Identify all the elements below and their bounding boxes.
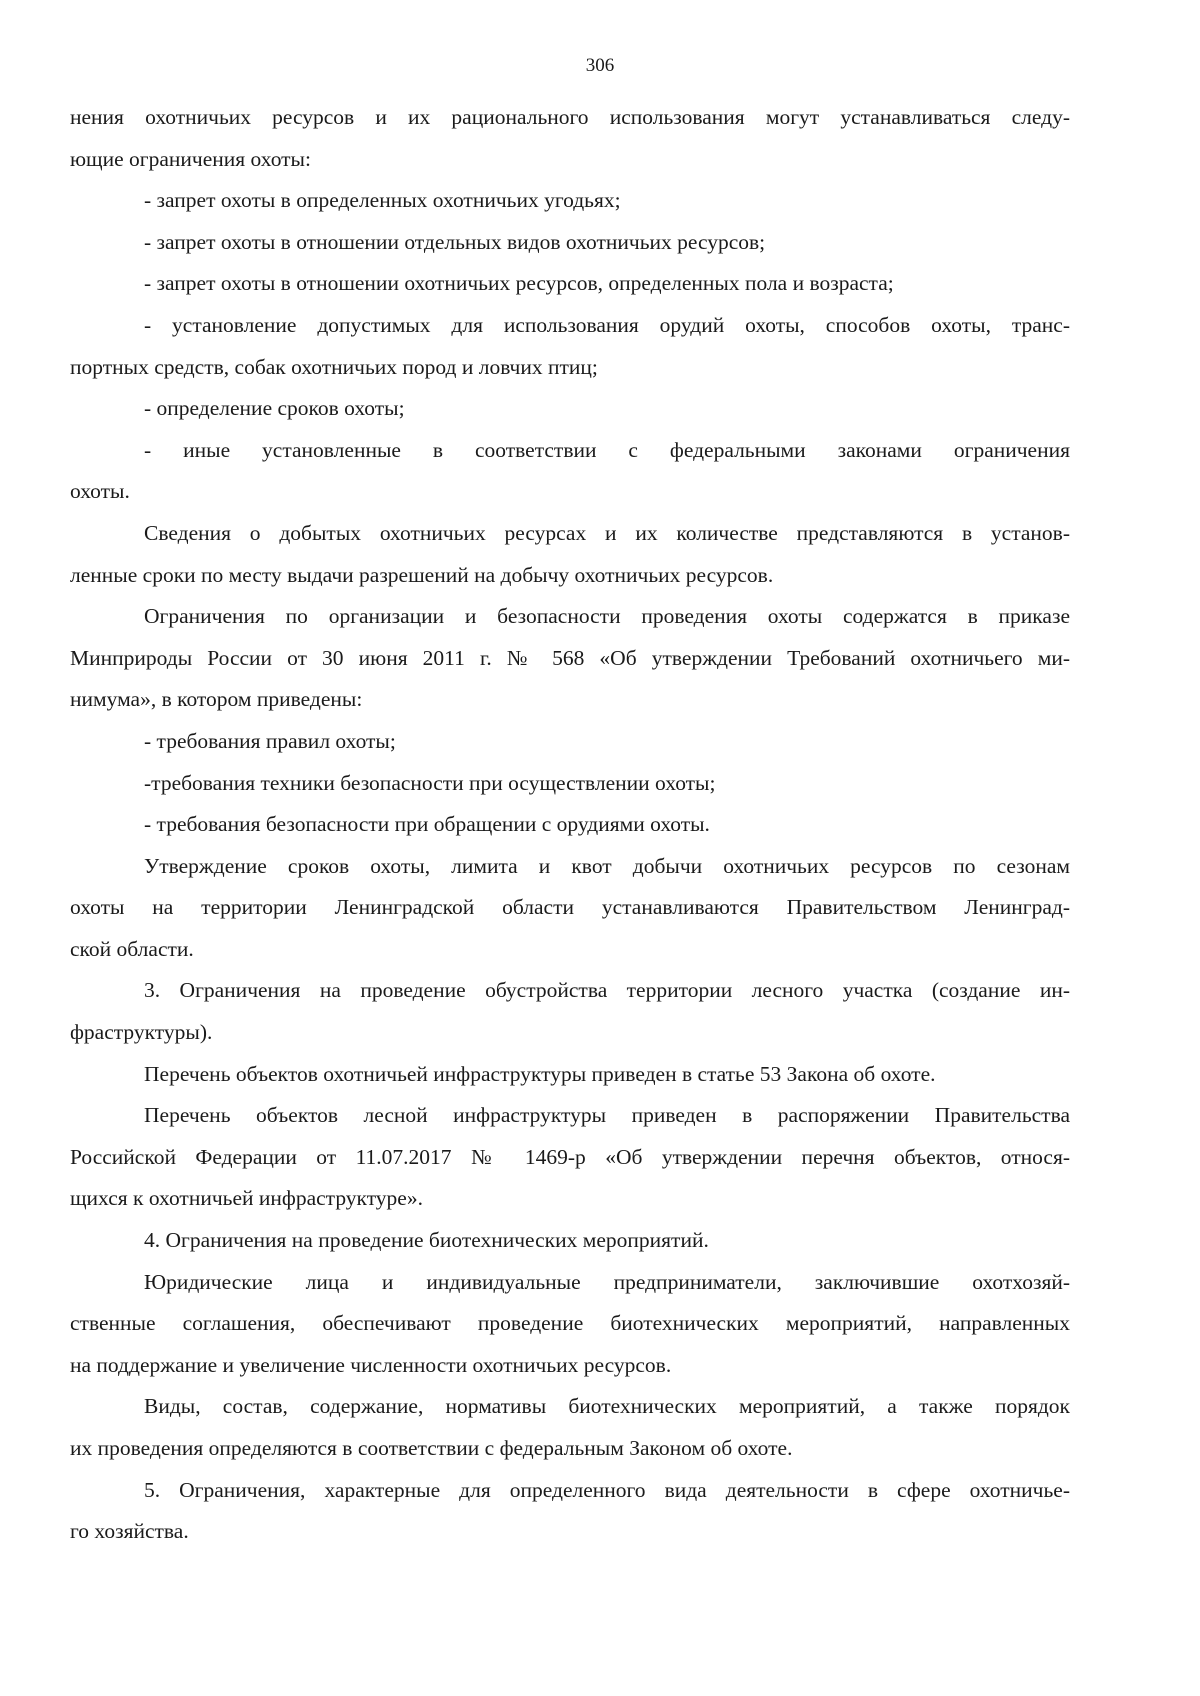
text-line: - запрет охоты в определенных охотничьих угодьях;: [144, 188, 621, 213]
text-line: - определение сроков охоты;: [144, 396, 405, 421]
text-line: Ограничения по организации и безопасности проведения охоты содержатся в приказе: [144, 604, 1070, 629]
text-line: Российской Федерации от 11.07.2017 № 1469-р «Об утверждении перечня объектов, относя-: [70, 1144, 1070, 1169]
text-line: ской области.: [70, 936, 194, 961]
text-line: - установление допустимых для использования орудий охоты, способов охоты, транс-: [144, 312, 1070, 337]
document-body: [70, 97, 1070, 1553]
text-line: Перечень объектов лесной инфраструктуры приведен в распоряжении Правительства: [144, 1103, 1070, 1128]
text-line: Виды, состав, содержание, нормативы биотехнических мероприятий, а также порядок: [144, 1394, 1070, 1419]
text-line: -требования техники безопасности при осуществлении охоты;: [144, 770, 716, 795]
text-line: нимума», в котором приведены:: [70, 687, 363, 712]
text-line: Юридические лица и индивидуальные предприниматели, заключившие охотхозяй-: [144, 1269, 1070, 1294]
text-line: 5. Ограничения, характерные для определенного вида деятельности в сфере охотничье-: [144, 1477, 1070, 1502]
text-line: фраструктуры).: [70, 1020, 213, 1045]
page-number: 306: [585, 55, 615, 76]
text-line: - запрет охоты в отношении охотничьих ресурсов, определенных пола и возраста;: [144, 271, 894, 296]
text-line: го хозяйства.: [70, 1519, 189, 1544]
text-line: Перечень объектов охотничьей инфраструктуры приведен в статье 53 Закона об охоте.: [144, 1061, 936, 1086]
text-line: ственные соглашения, обеспечивают проведение биотехнических мероприятий, направленных: [70, 1311, 1070, 1336]
text-line: ющие ограничения охоты:: [70, 146, 311, 171]
text-line: 4. Ограничения на проведение биотехнических мероприятий.: [144, 1228, 709, 1253]
text-line: - требования правил охоты;: [144, 728, 396, 753]
text-line: нения охотничьих ресурсов и их рационального использования могут устанавливаться следу-: [70, 105, 1070, 129]
text-line: охоты на территории Ленинградской области устанавливаются Правительством Ленинград-: [70, 895, 1070, 920]
text-line: Утверждение сроков охоты, лимита и квот добычи охотничьих ресурсов по сезонам: [144, 853, 1070, 878]
text-line: портных средств, собак охотничьих пород и ловчих птиц;: [70, 354, 598, 379]
text-line: охоты.: [70, 479, 130, 504]
text-line: Минприроды России от 30 июня 2011 г. № 568 «Об утверждении Требований охотничьего ми-: [70, 645, 1070, 670]
text-line: 3. Ограничения на проведение обустройства территории лесного участка (создание ин-: [144, 978, 1070, 1003]
text-line: на поддержание и увеличение численности охотничьих ресурсов.: [70, 1352, 672, 1377]
text-line: - иные установленные в соответствии с федеральными законами ограничения: [144, 437, 1070, 462]
text-line: Сведения о добытых охотничьих ресурсах и их количестве представляются в установ-: [144, 520, 1070, 545]
text-line: - запрет охоты в отношении отдельных видов охотничьих ресурсов;: [144, 229, 766, 254]
text-line: - требования безопасности при обращении с орудиями охоты.: [144, 812, 710, 837]
text-line: щихся к охотничьей инфраструктуре».: [70, 1186, 423, 1211]
text-line: их проведения определяются в соответствии с федеральным Законом об охоте.: [70, 1436, 793, 1460]
text-line: ленные сроки по месту выдачи разрешений на добычу охотничьих ресурсов.: [70, 562, 774, 587]
